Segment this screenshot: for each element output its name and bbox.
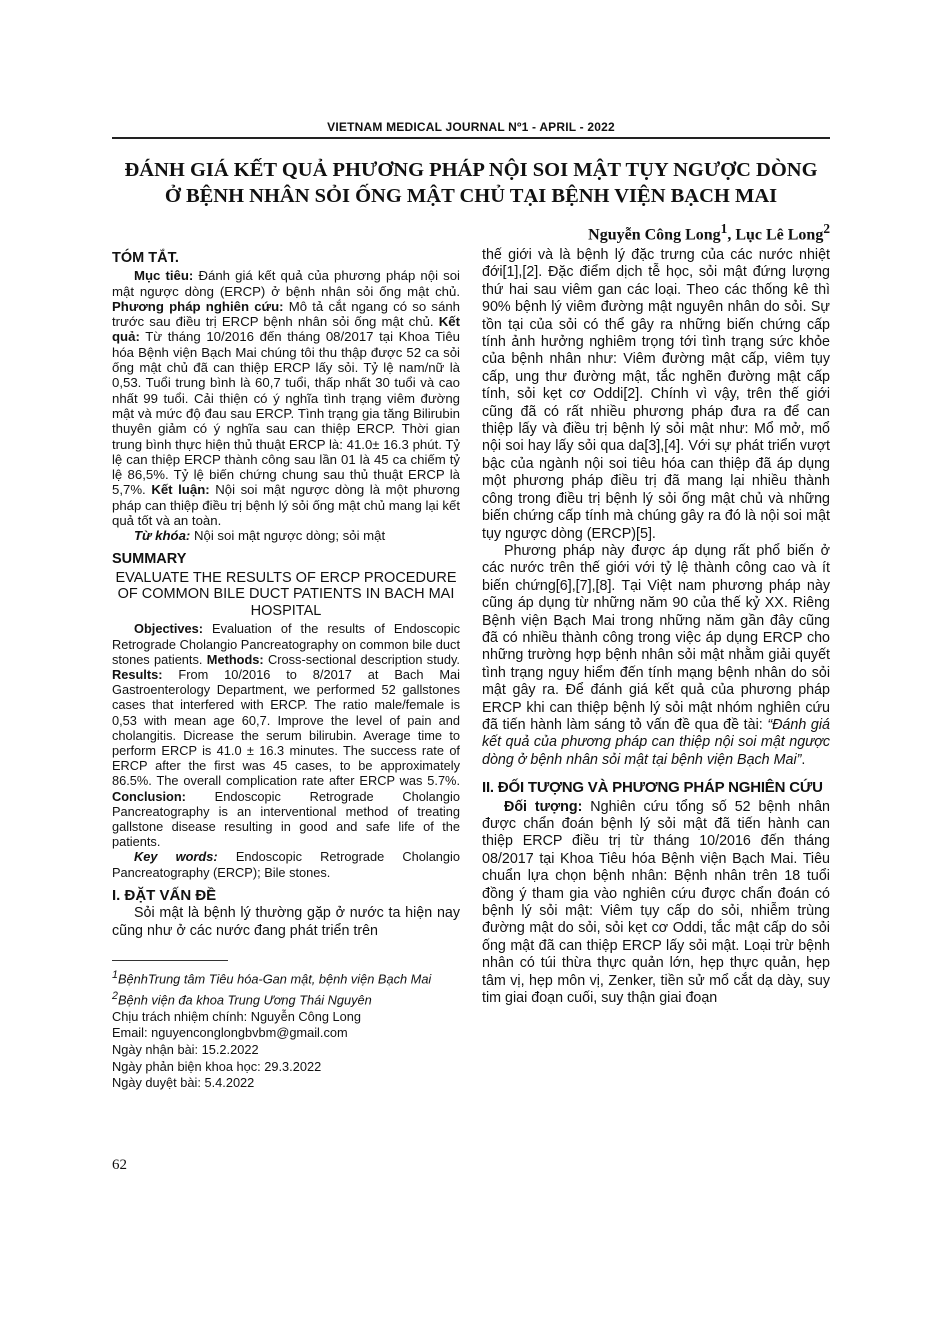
conclusion-label: Kết luận: [151,482,210,498]
title-line-1: ĐÁNH GIÁ KẾT QUẢ PHƯƠNG PHÁP NỘI SOI MẬT TỤY NGƯỢC DÒNG [124,159,818,181]
footnote-rule [112,960,228,961]
methods-text: Cross-sectional description study. [263,651,460,667]
author-line [588,221,830,244]
article-title [112,157,830,209]
keywords-vi [112,528,460,543]
method-text: Mô tả cắt ngang có so sánh trước sau điều trị ERCP bệnh nhân sỏi ống mật chủ. [112,298,460,330]
left-column [112,251,460,1092]
methods-label: Methods: [206,651,264,667]
abstract-heading: TÓM TẮT. [112,250,179,266]
study-title-quote: “Đánh giá kết quả của phương pháp can thiệp nội soi mật ngược dòng ở bệnh nhân sỏi mật tại bệnh viện Bạch Mai” [482,716,830,768]
paragraph-2-end: . [801,751,806,768]
corresponding-author: Chịu trách nhiệm chính: Nguyễn Công Long [112,1008,361,1024]
method-label: Phương pháp nghiên cứu: [112,298,284,314]
author-1-affiliation: 1 [720,221,728,236]
author-2: Lục Lê Long [735,226,824,244]
paragraph-2-text: Phương pháp này được áp dụng rất phổ biến ở các nước trên thế giới với tỷ lệ thành công cao và ít biến chứng[6],[7],[8]. Tại Việt nam phương pháp này cũng áp dụng từ những năm 90 của thế kỷ XX. Riêng Bệnh viện Bạch Mai trong những năm gần đây cũng đã có nhiều thành công trong việc áp dụng ERCP cho những trường hợp bệnh nhân sỏi mật nhằm giải quyết tình trạng nguy hiểm đến tính mạng bệnh nhân do sỏi mật gây ra. Để đánh giá kết quả của phương pháp ERCP khi can thiệp bệnh lý sỏi mật nhóm nghiên cứu đã tiến hành làm sáng tỏ vấn đề qua đề tài: [482,542,830,733]
keywords-en-text: Endoscopic Retrograde Cholangio Pancreatography (ERCP); Bile stones. [112,849,461,880]
footnotes [112,967,460,1092]
section-1-paragraph-start: Sỏi mật là bệnh lý thường gặp ở nước ta hiện nay cũng như ở các nước đang phát triển trên [112,905,460,939]
conclusion-text: Nội soi mật ngược dòng là một phương pháp can thiệp điều trị bệnh lý sỏi ống mật chủ mang lại kết quả tốt và an toàn. [112,482,461,529]
objectives-text: Evaluation of the results of Endoscopic Retrograde Cholangio Pancreatography on common bile duct stones patients. [112,621,460,667]
author-2-affiliation: 2 [823,221,830,236]
title-line-2: Ở BỆNH NHÂN SỎI ỐNG MẬT CHỦ TẠI BỆNH VIỆN BẠCH MAI [164,185,778,207]
section-2-paragraph [482,799,830,1008]
contact-email: Email: nguyenconglongbvbm@gmail.com [112,1025,348,1041]
section-2-heading: II. ĐỐI TƯỢNG VÀ PHƯƠNG PHÁP NGHIÊN CỨU [482,779,823,797]
section-1-paragraph-continued: thế giới và là bệnh lý đặc trưng của các nước nhiệt đới[1],[2]. Đặc điểm dịch tễ học, sỏi mật đứng lượng thứ hai sau viêm gan các loại. Theo các thống kê thì 90% bệnh lý viêm đường mật nguyên nhân do sỏi. Sự tồn tại của sỏi có thể gây ra những biến chứng cấp tính ảnh hưởng nghiêm trọng tới tình trạng sức khỏe của bệnh nhân như: Viêm đường mật cấp, viêm tụy cấp, ung thư đường mật, tắc nghẽn đường mật cấp tính, sỏi kẹt cơ Oddi[2]. Chính vì vậy, trên thế giới cũng đã có rất nhiều phương pháp đưa ra để can thiệp lấy và điều trị bệnh lý sỏi mật như: Mổ mở, mổ nội soi hay lấy sỏi qua da[3],[4]. Với sự phát triển vượt bậc của ngành nội soi tiêu hóa can thiệp đã áp dụng một phương pháp điều trị đã mang lại nhiều thành công trong điều trị bệnh lý sỏi ống mật chủ và những biến chứng cấp tính mà chúng gây ra đó là nội soi mật tụy ngược dòng (ERCP)[5]. [482,247,830,542]
subject-text: Nghiên cứu tổng số 52 bệnh nhân được chẩn đoán bệnh lý sỏi mật đã tiến hành can thiệp ERCP điều trị từ tháng 10/2016 đến tháng 08/2017 tại Khoa Tiêu hóa Bệnh viện Bạch Mai. Tiêu chuẩn lựa chọn bệnh nhân: Bệnh nhân trên 18 tuổi đồng ý tham gia vào nghiên cứu được chẩn đoán có bệnh lý sỏi mật: Viêm tụy cấp do sỏi, nhiễm trùng đường mật do sỏi, sỏi kẹt cơ Oddi, tắc mật cấp do sỏi ống mật đã can thiệp ERCP lấy sỏi mật. Loại trừ bệnh nhân có túi thừa thực quản lớn, hẹp thực quản, hẹp tâm vị, hẹp môn vị, Zenker, tiền sử mổ cắt dạ dày, suy tim giai đoạn cuối, suy thận giai đoạn [482,798,830,1007]
objective-label: Mục tiêu: [134,268,194,284]
conclusion-en-label: Conclusion: [112,788,186,804]
affiliation-2-text: Bệnh viện đa khoa Trung Ương Thái Nguyên [117,992,372,1008]
date-reviewed: Ngày phản biện khoa học: 29.3.2022 [112,1058,322,1074]
author-separator: , [727,226,736,244]
keywords-vi-text: Nội soi mật ngược dòng; sỏi mật [190,528,386,544]
summary-title: EVALUATE THE RESULTS OF ERCP PROCEDURE OF COMMON BILE DUCT PATIENTS IN BACH MAI HOSPITAL [115,569,457,619]
objectives-label: Objectives: [134,621,203,637]
section-1-paragraph-2 [482,543,830,769]
summary-body [112,621,460,849]
journal-header: VIETNAM MEDICAL JOURNAL Nº1 - APRIL - 2022 [327,120,615,134]
result-label: Kết quả: [112,314,460,345]
conclusion-en-text: Endoscopic Retrograde Cholangio Pancreatography is an interventional method of treating gallstone disease resulting in good and safe life of the patients. [112,788,460,850]
affiliation-1-mark: 1 [112,969,118,981]
author-1: Nguyễn Công Long [588,226,721,244]
affiliation-2-mark: 2 [112,989,118,1002]
affiliation-2 [112,988,460,1009]
keywords-en-label: Key words: [134,849,218,865]
keywords-en [112,849,460,879]
summary-heading: SUMMARY [112,550,187,567]
affiliation-1 [112,967,460,988]
result-text: Từ tháng 10/2016 đến tháng 08/2017 tại Khoa Tiêu hóa Bệnh viện Bạch Mai chúng tôi thu thập được 52 ca sỏi ống mật chủ đã can thiệp ERCP lấy sỏi. Tỷ lệ nam/nữ là 0,53. Tuổi trung bình là 60,7 tuổi, thấp nhất 30 tuổi và cao nhất 99 tuổi. Cải thiện có ý nghĩa tình trạng viêm đường mật và mức độ đau sau ERCP. Tình trạng gia tăng Bilirubin thuyên giảm có ý nghĩa sau can thiệp ERCP. Thời gian trung bình thực hiện thủ thuật ERCP là: 41.0± 16.3 phút. Tỷ lệ can thiệp ERCP thành công sau lần 01 là 45 ca chiếm tỷ lệ 86,5%. Tỷ lệ biến chứng chung sau thủ thuật ERCP là 5,7%. [112,329,460,498]
affiliation-1-text: BệnhTrung tâm Tiêu hóa-Gan mật, bệnh viện Bạch Mai [117,971,432,987]
date-received: Ngày nhận bài: 15.2.2022 [112,1041,259,1057]
keywords-vi-label: Từ khóa: [134,528,191,544]
right-column [482,247,830,1007]
page-number: 62 [112,1157,127,1173]
abstract-body [112,268,460,528]
results-text: From 10/2016 to 8/2017 at Bach Mai Gastroenterology Department, we performed 52 gallstones cases that interfered with ERCP. The ratio male/female is 0,53 with mean age 60,7. Improve the level of pain and cholangitis. Dicrease the serum bilirubin. Average time to perform ERCP is 41.0 ± 16.3 minutes. The success rate of ERCP after the first was 45 cases, to be approximately 86.5%. The overall complication rate after ERCP was 5.7%. [112,667,460,789]
header-rule [112,137,830,139]
subject-label: Đối tượng: [504,798,583,815]
section-1-heading: I. ĐẶT VẤN ĐỀ [112,886,217,904]
results-label: Results: [112,667,163,683]
date-accepted: Ngày duyệt bài: 5.4.2022 [112,1075,255,1091]
objective-text: Đánh giá kết quả của phương pháp nội soi mật ngược dòng (ERCP) ở bệnh nhân sỏi ống mật chủ. [112,268,460,299]
